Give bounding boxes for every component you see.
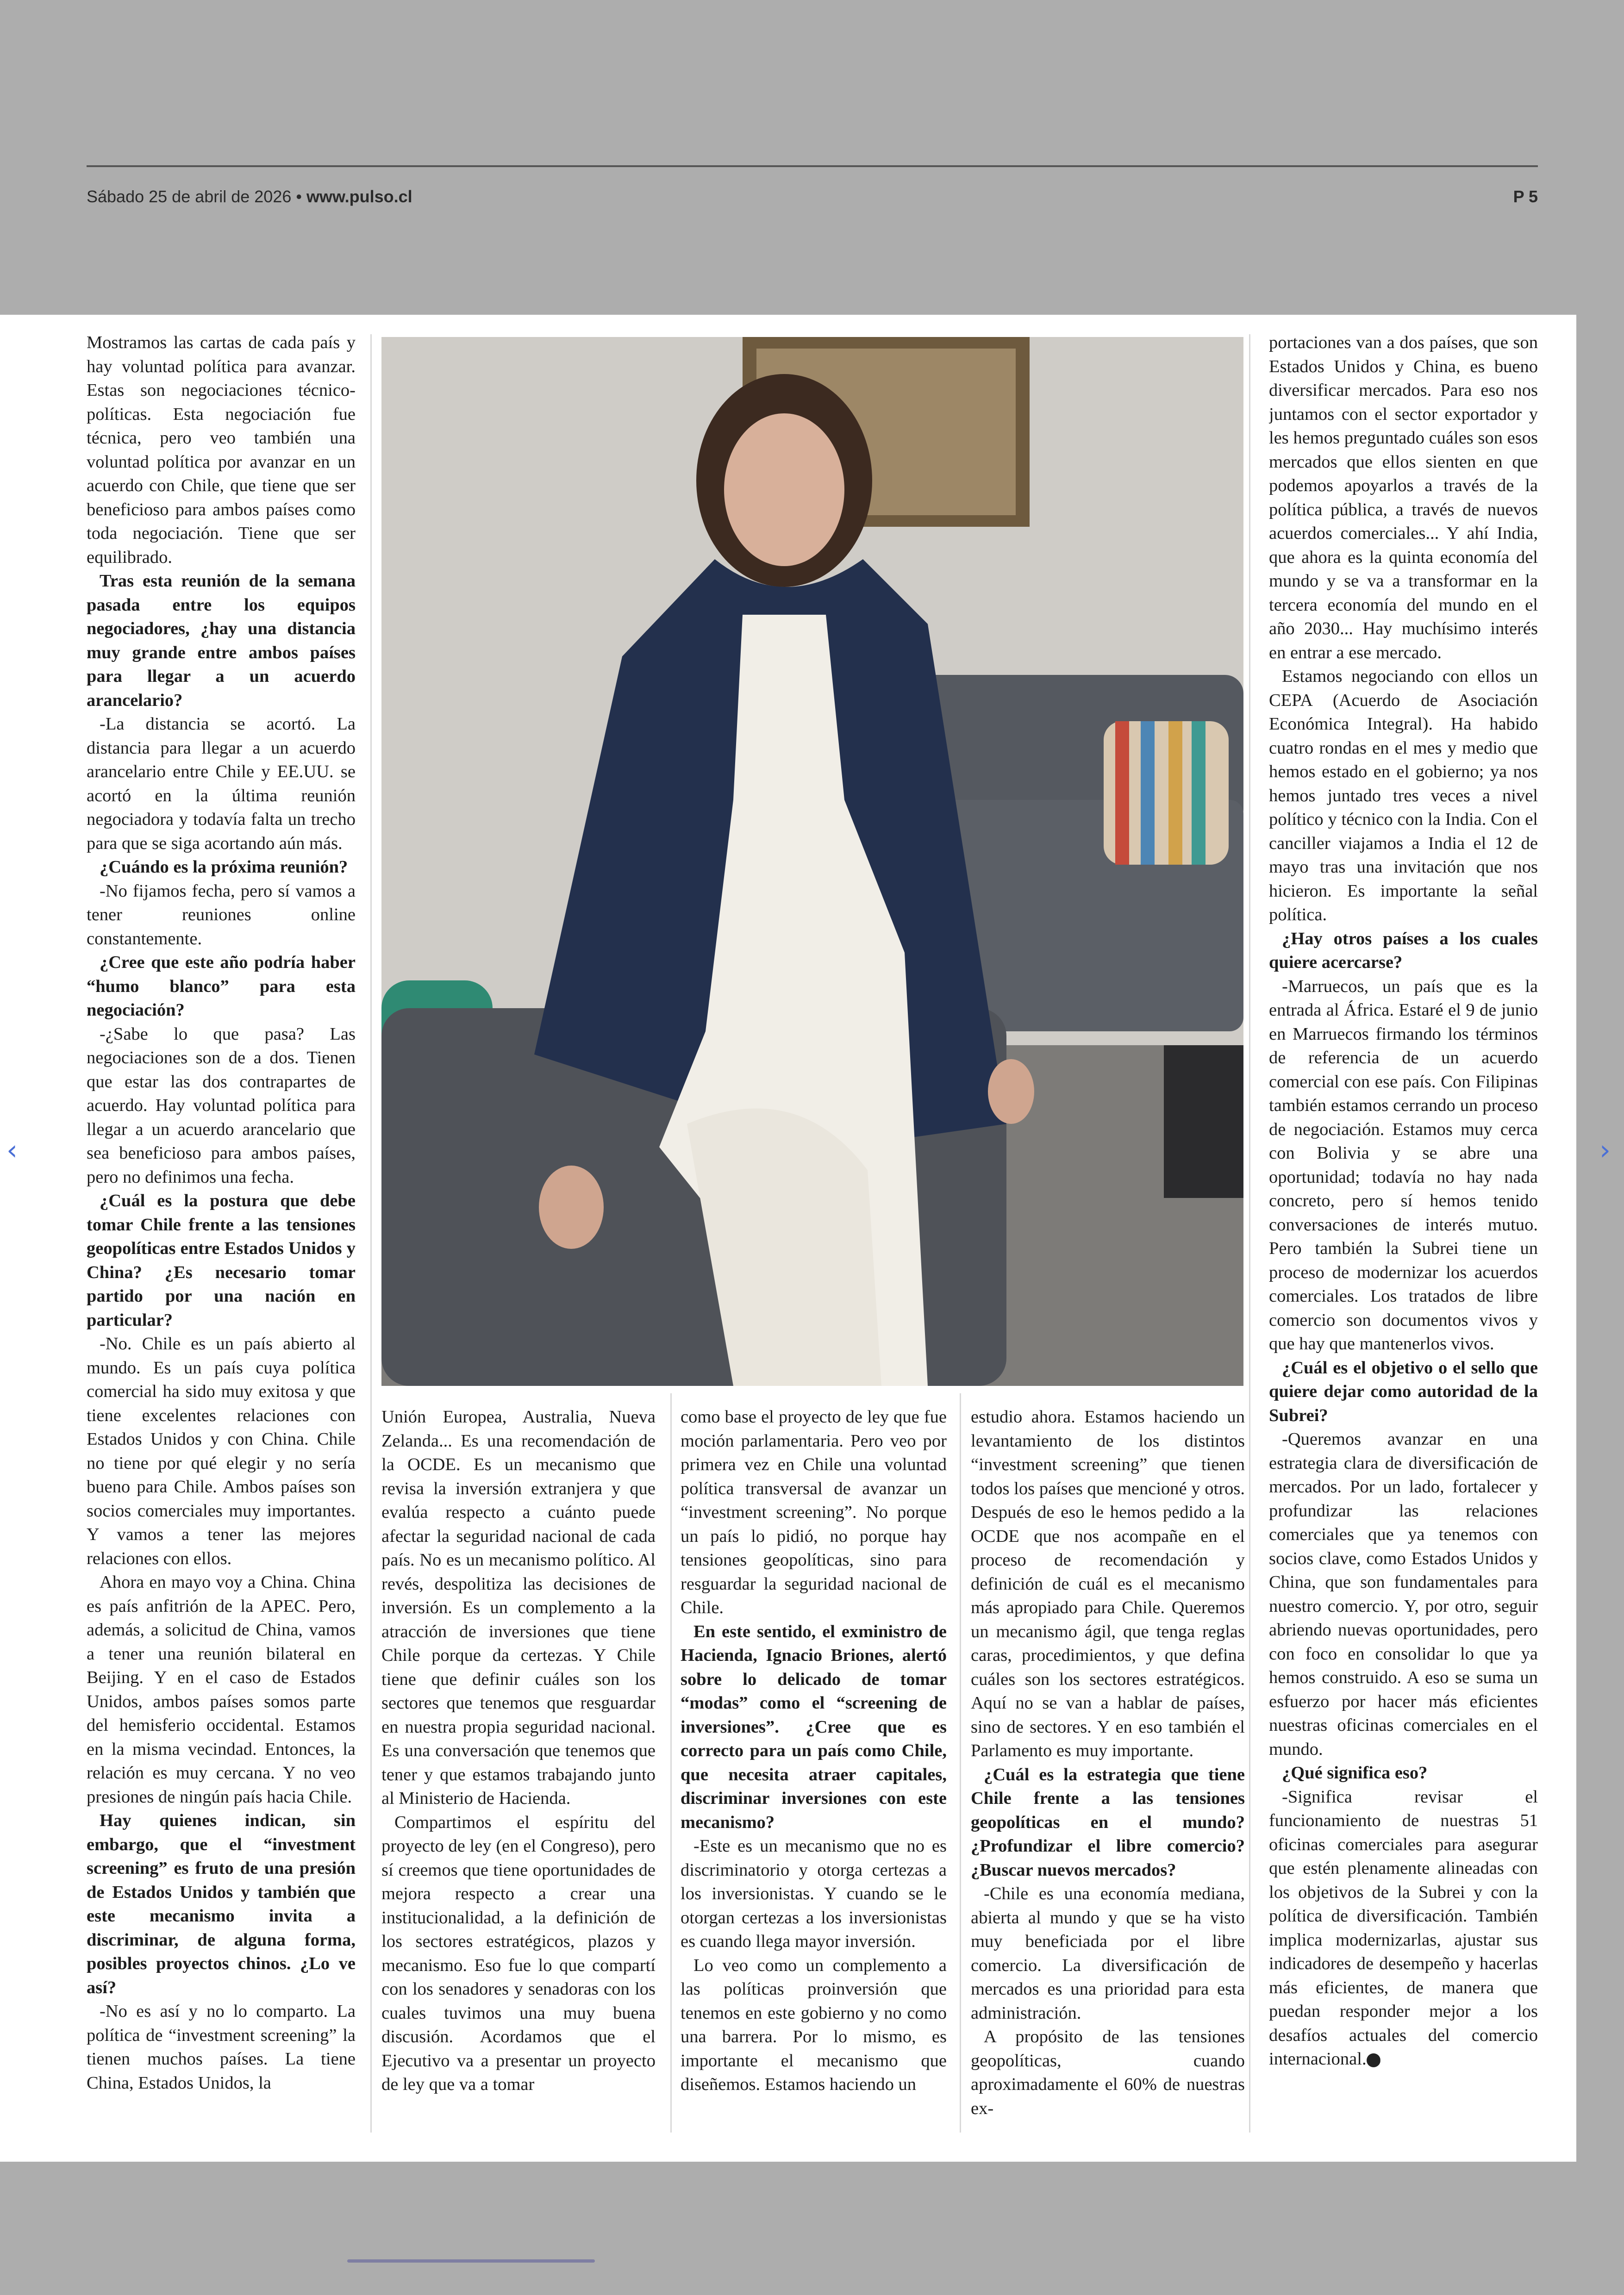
interview-question: ¿Cuál es la estrategia que tiene Chile frente a las tensiones geopolíticas en el mundo? ¿Profundizar el libre comercio? ¿Buscar nuevos mercados? [971, 1765, 1245, 1880]
article-paragraph: -La distancia se acortó. La distancia para llegar a un acuerdo arancelario entre Chile y EE.UU. se acortó en la última reunión negociadora y todavía falta un trecho para que se siga acortando aún más. [87, 714, 356, 853]
article-paragraph: Unión Europea, Australia, Nueva Zelanda... Es una recomendación de la OCDE. Es un mecanismo que revisa la inversión extranjera y que evalúa respecto a cuánto puede afectar la seguridad nacional de cada país. No es un mecanismo político. Al revés, despolitiza las decisiones de inversión. Es un complemento a la atracción de inversiones que tiene Chile porque da certezas. Y Chile tiene que definir cuáles son los sectores que tenemos que resguardar en nuestra propia seguridad nacional. Es una conversación que tenemos que tener y que estamos trabajando junto al Ministerio de Hacienda. [381, 1407, 656, 1808]
interview-question: ¿Qué significa eso? [1282, 1763, 1428, 1783]
article-paragraph: Ahora en mayo voy a China. China es país anfitrión de la APEC. Pero, además, a solicitud de China, vamos a tener una reunión bilateral en Beijing. Y en el caso de Estados Unidos, ambos países somos parte del hemisferio occidental. Estamos en la misma vecindad. Entonces, la relación es muy cercana. Y no veo presiones de ningún país hacia Chile. [87, 1572, 356, 1807]
interview-question: En este sentido, el exministro de Hacienda, Ignacio Briones, alertó sobre lo delicado de tomar “modas” como el “screening de inversiones”. ¿Cree que es correcto para un país como Chile, que necesita atraer capitales, discriminar inversiones con este mecanismo? [681, 1621, 947, 1832]
header-date [87, 187, 412, 206]
issue-date: Sábado 25 de abril de 2026 • [87, 187, 306, 206]
article-paragraph: -No fijamos fecha, pero sí vamos a tener reuniones online constantemente. [87, 881, 356, 948]
column-1 [87, 331, 356, 2134]
interview-question: ¿Cuál es el objetivo o el sello que quiere dejar como autoridad de la Subrei? [1269, 1358, 1538, 1425]
site-link[interactable]: www.pulso.cl [306, 187, 412, 206]
article-paragraph: estudio ahora. Estamos haciendo un levantamiento de los distintos “investment screening” que tienen todos los países que mencioné y otros. Después de eso le hemos pedido a la OCDE que nos acompañe en el proceso de recomendación y definición de cuál es el mecanismo más apropiado para Chile. Queremos un mecanismo ágil, que tenga reglas caras, procedimientos, y que defina cuáles son los sectores estratégicos. Aquí no se van a hablar de países, sino de sectores. Y en eso también el Parlamento es muy importante. [971, 1407, 1245, 1760]
article-paragraph: Compartimos el espíritu del proyecto de ley (en el Congreso), pero sí creemos que tiene oportunidades de mejora respecto a crear una institucionalidad, a la definición de los sectores estratégicos, plazos y mecanismo. Eso fue lo que compartí con los senadores y senadoras con los cuales tuvimos una muy buena discusión. Acordamos que el Ejecutivo va a presentar un proyecto de ley que va a tomar [381, 1812, 656, 2094]
interview-question: ¿Cuándo es la próxima reunión? [100, 857, 348, 877]
article-paragraph: -No es así y no lo comparto. La política de “investment screening” la tienen muchos países. La tiene China, Estados Unidos, la [87, 2002, 356, 2093]
article-paragraph: A propósito de las tensiones geopolíticas, cuando aproximadamente el 60% de nuestras ex- [971, 2027, 1245, 2118]
page-scrollbar[interactable] [347, 2259, 595, 2263]
end-mark-icon: P [1367, 2053, 1380, 2067]
article-paragraph: Estamos negociando con ellos un CEPA (Acuerdo de Asociación Económica Integral). Ha habido cuatro rondas en el mes y medio que hemos estado en el gobierno; ya nos hemos juntado tres veces a nivel político y técnico con la India. Con el canciller viajamos a India el 12 de mayo tras una invitación que nos hicieron. Es importante la señal política. [1269, 667, 1538, 924]
interview-question: ¿Cree que este año podría haber “humo blanco” para esta negociación? [87, 953, 356, 1020]
column-divider [370, 334, 372, 2133]
interview-question: ¿Hay otros países a los cuales quiere acercarse? [1269, 929, 1538, 972]
article-paragraph: -Marruecos, un país que es la entrada al África. Estaré el 9 de junio en Marruecos firmando los términos de referencia de un acuerdo comercial con ese país. Con Filipinas también estamos cerrando un proceso de negociación. Estamos muy cerca con Bolivia y se abre una oportunidad; todavía no hay nada concreto, pero sí hemos tenido conversaciones de interés mutuo. Pero también la Subrei tiene un proceso de modernizar los acuerdos comerciales. Los tratados de libre comercio son documentos vivos y que hay que mantenerlos vivos. [1269, 976, 1538, 1353]
interview-question: ¿Cuál es la postura que debe tomar Chile frente a las tensiones geopolíticas entre Estados Unidos y China? ¿Es necesario tomar partido por una nación en particular? [87, 1191, 356, 1330]
interview-question: Tras esta reunión de la semana pasada entre los equipos negociadores, ¿hay una distancia muy grande entre ambos países para llegar a un acuerdo arancelario? [87, 571, 356, 710]
column-3 [681, 1405, 947, 2134]
column-2 [381, 1405, 656, 2134]
page-number: P 5 [1513, 187, 1538, 206]
article-paragraph: -Chile es una economía mediana, abierta al mundo y que se ha visto muy beneficiada por el libre comercio. La diversificación de mercados es una prioridad para esta administración. [971, 1884, 1245, 2023]
next-page-button[interactable]: › [1599, 1134, 1611, 1166]
interview-question: Hay quienes indican, sin embargo, que el “investment screening” es fruto de una presión de Estados Unidos y también que este mecanismo invita a discriminar, de alguna forma, posibles proyectos chinos. ¿Lo ve así? [87, 1811, 356, 1997]
article-paragraph: Mostramos las cartas de cada país y hay voluntad política para avanzar. Estas son negociaciones técnico-políticas. Esta negociación fue técnica, pero veo también una voluntad política por avanzar en un acuerdo con Chile, que tiene que ser beneficioso para ambos países como toda negociación. Tiene que ser equilibrado. [87, 333, 356, 567]
column-5 [1269, 331, 1538, 2134]
column-4 [971, 1405, 1245, 2134]
article-paragraph: -Este es un mecanismo que no es discriminatorio y otorga certezas a los inversionistas. Y cuando se le otorgan certezas a los inversionistas es cuando llega mayor inversión. [681, 1836, 947, 1951]
article-paragraph: como base el proyecto de ley que fue moción parlamentaria. Pero veo por primera vez en Chile una voluntad política transversal de avanzar un “investment screening”. No porque un país lo pidió, no porque hay tensiones geopolíticas, sino para resguardar la seguridad nacional de Chile. [681, 1407, 947, 1617]
column-divider [960, 1393, 961, 2133]
header-rule [87, 165, 1538, 167]
interview-photo [381, 337, 1243, 1386]
article-paragraph: -No. Chile es un país abierto al mundo. Es un país cuya política comercial ha sido muy exitosa y que tiene excelentes relaciones con Estados Unidos y con China. Chile no tiene por qué elegir y no sería bueno para Chile. Ambos países son socios comerciales muy importantes. Y vamos a tener las mejores relaciones con ellos. [87, 1334, 356, 1568]
column-divider [1249, 334, 1250, 2133]
article-paragraph: -Queremos avanzar en una estrategia clara de diversificación de mercados. Por un lado, fortalecer y profundizar las relaciones comerciales que ya tenemos con socios clave, como Estados Unidos y China, que son fundamentales para nuestro comercio. Y, por otro, seguir abriendo nuevas oportunidades, pero con foco en consolidar lo que ya hemos construido. A eso se suma un esfuerzo por hacer más eficientes nuestras oficinas comerciales en el mundo. [1269, 1429, 1538, 1759]
article-paragraph: Lo veo como un complemento a las políticas proinversión que tenemos en este gobierno y no como una barrera. Por lo mismo, es importante el mecanismo que diseñemos. Estamos haciendo un [681, 1955, 947, 2094]
prev-page-button[interactable]: ‹ [6, 1134, 18, 1166]
article-paragraph: portaciones van a dos países, que son Estados Unidos y China, es bueno diversificar mercados. Para eso nos juntamos con el sector exportador y les hemos preguntado cuáles son esos mercados que ellos sienten en que podemos apoyarlos a través de la política pública, a través de nuevos acuerdos comerciales... Y ahí India, que ahora es la quinta economía del mundo y se va a transformar en la tercera economía del mundo en el año 2030... Hay muchísimo interés en entrar a ese mercado. [1269, 333, 1538, 662]
article-paragraph: -Significa revisar el funcionamiento de nuestras 51 oficinas comerciales para asegurar que estén plenamente alineadas con los objetivos de la Subrei y con la política de diversificación. También implica modernizarlas, ajustar sus indicadores de desempeño y hacerlas más eficientes, de manera que puedan responder mejor a los desafíos actuales del comercio internacional. P [1269, 1787, 1538, 2069]
article-paragraph: -¿Sabe lo que pasa? Las negociaciones son de a dos. Tienen que estar las dos contrapartes de acuerdo. Hay voluntad política para llegar a un acuerdo arancelario que sea beneficioso para ambos países, pero no definimos una fecha. [87, 1024, 356, 1187]
column-divider [670, 1393, 672, 2133]
portrait-image [381, 337, 1243, 1386]
